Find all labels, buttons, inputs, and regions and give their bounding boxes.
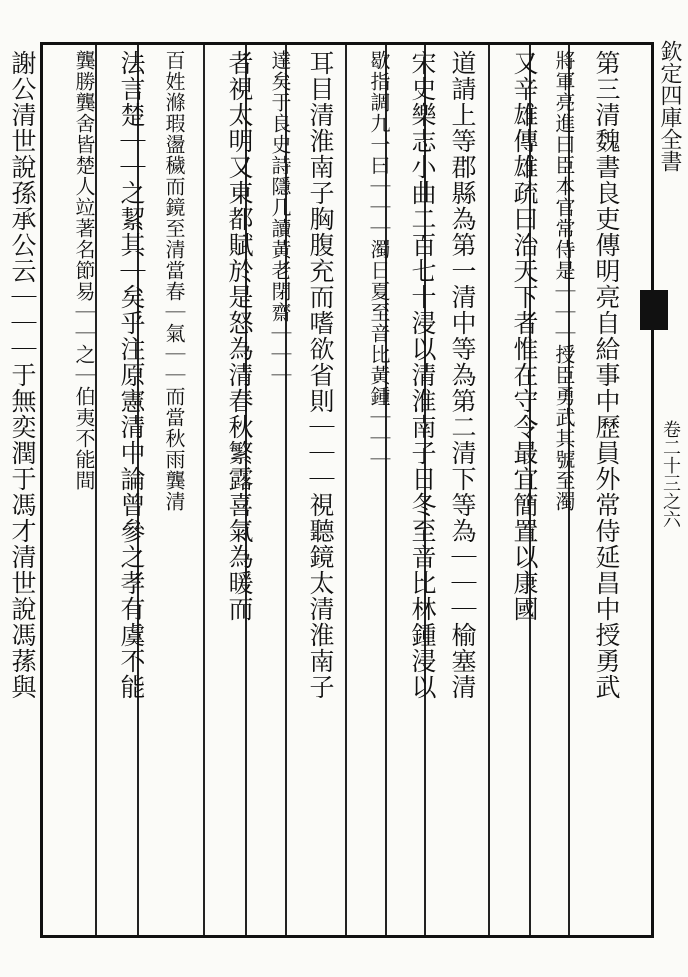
text-column: 百姓滌瑕盪穢而鏡至清當春｜氣｜｜而當秋雨龔清 <box>162 50 186 512</box>
text-column: 龔勝龔舍皆楚人竝著名節易｜｜之｜伯夷不能間 <box>72 50 96 491</box>
column-rule <box>345 45 347 935</box>
text-column: 道請上等郡縣為第一清中等為第二清下等為｜｜｜榆塞清 <box>448 50 477 700</box>
text-column: 將軍亮進曰臣本官常侍是｜｜｜授臣勇武其號至濁 <box>552 50 576 512</box>
volume-label: 卷二十三之六 <box>660 420 681 528</box>
text-column: 謝公清世說孫承公云｜｜｜于無奕潤于馮才清世說馮蓀與 <box>8 50 37 700</box>
column-rule <box>203 45 205 935</box>
text-column: 歇指調九一曰｜｜｜濁日夏至音比黃鍾｜｜｜ <box>367 50 391 470</box>
text-column: 耳目清淮南子胸腹充而嗜欲省則｜｜｜視聽鏡太清淮南子 <box>306 50 335 700</box>
text-column: 第三清魏書良吏傳明亮自給事中歷員外常侍延昌中授勇武 <box>592 50 621 700</box>
column-rule <box>488 45 490 935</box>
text-column: 宋史樂志小曲二百七十浸以清淮南子日冬至音比林鍾浸以 <box>408 50 437 700</box>
fold-mark <box>640 290 668 330</box>
text-column: 法言楚｜｜之絜其｜矣乎注原憲清中論曾參之孝有虞不能 <box>117 50 146 700</box>
book-title: 欽定四庫全書 <box>657 40 682 172</box>
text-column: 達矣于良史詩隱几讀黃老閉齋｜｜｜ <box>268 50 292 386</box>
text-column: 又辛雄傳雄疏曰治天下者惟在守令最宜簡置以康國 <box>510 50 539 622</box>
text-column: 者視太明又東都賦於是怒為清春秋繁露喜氣為暖而 <box>225 50 254 622</box>
